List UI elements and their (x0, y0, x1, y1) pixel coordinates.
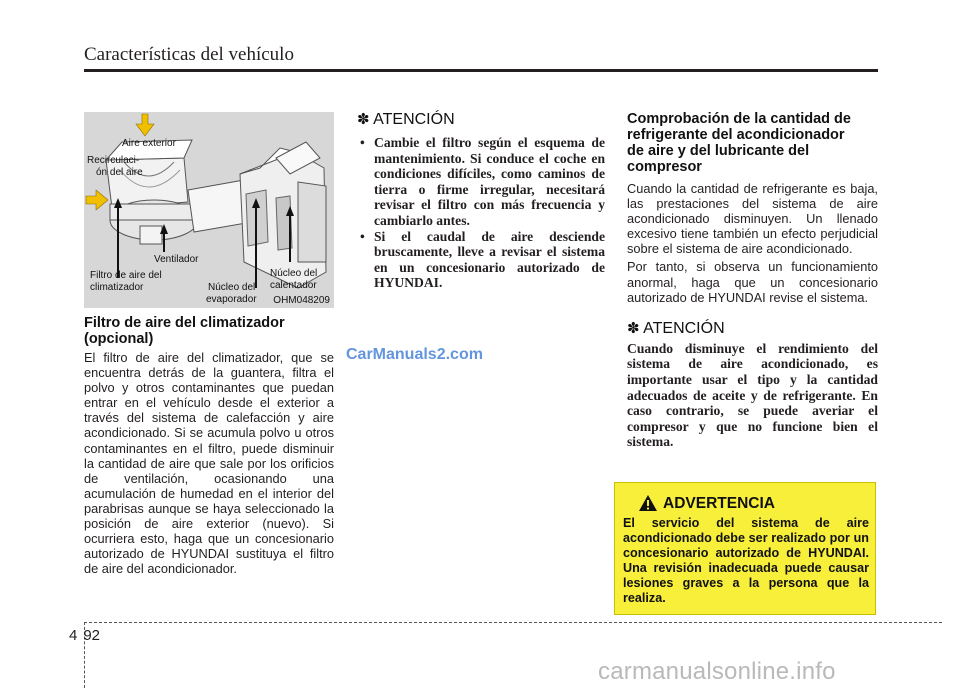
filter-title-line-2: (opcional) (84, 331, 154, 347)
refrigerant-title-line-4: compresor (627, 159, 702, 175)
figure-label-heater-1: Núcleo del (270, 268, 318, 279)
refrigerant-title-line-3: de aire y del lubricante del (627, 143, 810, 159)
page-number-value: 92 (83, 627, 101, 644)
refrigerant-paragraph-2: Por tanto, si observa un funcionamiento anormal, haga que un concesionario autorizado de HYUNDAI revise el sistema. (627, 259, 878, 305)
list-item (357, 135, 605, 229)
refrigerant-section (627, 111, 878, 450)
attention-heading-text: ATENCIÓN (373, 111, 455, 128)
refrigerant-paragraph-1: Cuando la cantidad de refrigerante es baja, las prestaciones del sistema de aire acondicionado disminuyen. Un llenado excesivo tiene también un efecto perjudicial sobre el sistema de aire acondicionado. (627, 181, 878, 257)
list-item (357, 229, 605, 291)
warning-title: ADVERTENCIA (663, 495, 775, 512)
figure-label-heater-2: calentador (270, 280, 317, 291)
watermark-bottom: carmanualsonline.info (598, 658, 836, 685)
figure-label-outside-air: Aire exterior (122, 138, 176, 149)
page-number (69, 627, 100, 644)
refrigerant-section-title (627, 111, 878, 175)
watermark-top: CarManuals2.com (346, 346, 483, 363)
asterisk-icon: ✽ (627, 319, 640, 337)
attention-heading (357, 110, 605, 129)
warning-text: El servicio del sistema de aire acondicionado debe ser realizado por un concesionario autorizado de HYUNDAI. Una revisión inadecuada puede causar lesiones graves a la persona que la realiza. (623, 516, 869, 606)
attention-block-filter (357, 110, 605, 291)
hvac-diagram (84, 112, 334, 308)
refrigerant-title-line-1: Comprobación de la cantidad de (627, 111, 851, 127)
list-item-text: Si el caudal de aire desciende bruscamente, lleve a revisar el sistema en un concesionario autorizado de HYUNDAI. (374, 228, 605, 291)
bullet-icon: • (360, 228, 365, 244)
figure-label-blower: Ventilador (154, 254, 199, 265)
figure-label-evaporator-2: evaporador (206, 294, 257, 305)
attention-heading (627, 319, 878, 338)
refrigerant-title-line-2: refrigerante del acondicionador (627, 127, 845, 143)
attention-bullet-list (357, 135, 605, 291)
attention-heading-text: ATENCIÓN (643, 319, 725, 337)
filter-section-body: El filtro de aire del climatizador, que se encuentra detrás de la guantera, filtra el polvo y otros contaminantes que puedan entrar en el vehículo desde el exterior a través del sistema de calefacción y aire acondicionado. Si se acumula polvo u otros contaminantes en el filtro, puede disminuir la cantidad de aire que sale por los orificios de ventilación, ocasionando una acumulación de humedad en el interior del parabrisas aunque se haya seleccionado la posición de aire exterior (nuevo). Si ocurriera esto, haga que un concesionario autorizado de HYUNDAI sustituya el filtro de aire del acondicionador. (84, 350, 334, 577)
figure-label-recirculation-2: ón del aire (96, 167, 143, 178)
warning-box (614, 482, 876, 615)
attention-text-refrigerant: Cuando disminuye el rendimiento del sistema de aire acondicionado, es importante usar el tipo y la cantidad adecuados de aceite y de refrigerante. En caso contrario, se puede averiar el compresor y que no funcione bien el sistema. (627, 340, 878, 450)
asterisk-icon: ✽ (357, 111, 370, 128)
filter-section-title (84, 315, 334, 347)
list-item-text: Cambie el filtro según el esquema de mantenimiento. Si conduce el coche en condiciones difíciles, como caminos de tierra o firme irregular, necesitará revisar el filtro con más frecuencia y cambiarlo antes. (374, 135, 605, 228)
page-header-title: Características del vehículo (84, 44, 294, 65)
figure-label-filter-2: climatizador (90, 282, 144, 293)
filter-title-line-1: Filtro de aire del climatizador (84, 315, 285, 331)
warning-triangle-icon (638, 494, 658, 512)
chapter-number: 4 (69, 627, 78, 644)
header-rule (84, 69, 878, 72)
figure-label-filter-1: Filtro de aire del (90, 270, 162, 281)
figure-label-recirculation-1: Recirculaci- (87, 155, 140, 166)
figure-code: OHM048209 (273, 295, 330, 306)
figure-label-evaporator-1: Núcleo del (208, 282, 256, 293)
bullet-icon: • (360, 135, 365, 150)
footer-rule (84, 622, 942, 623)
